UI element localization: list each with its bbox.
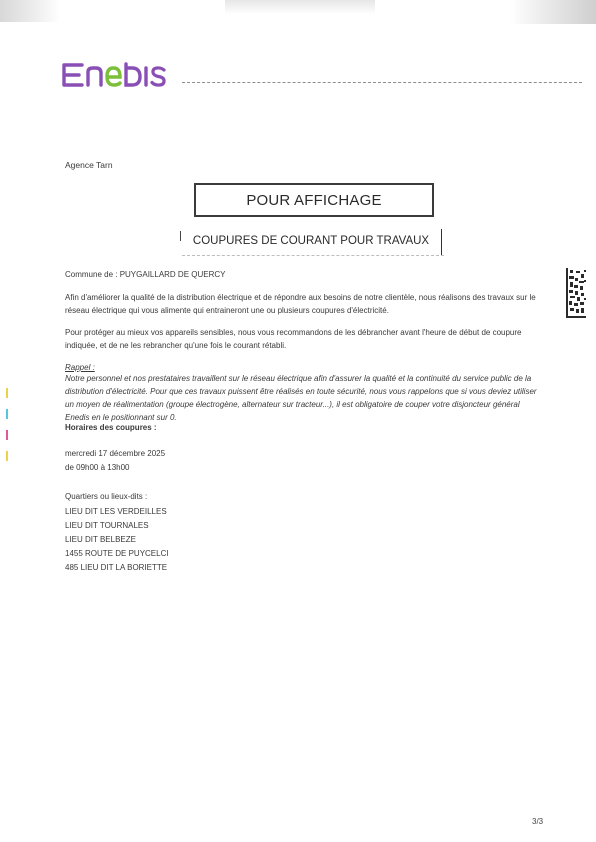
datamatrix-code [566, 268, 586, 318]
scan-shadow-right [510, 0, 596, 24]
cut-time: de 09h00 à 13h00 [65, 463, 130, 472]
page-number: 3/3 [532, 817, 544, 826]
header-rule [182, 82, 582, 83]
coupures-underline [182, 255, 444, 256]
coupures-title: COUPURES DE COURANT POUR TRAVAUX [192, 235, 430, 247]
intro-paragraph: Afin d'améliorer la qualité de la distribution électrique et de répondre aux besoins de notre clientèle, nous réalisons des travaux sur le réseau électrique qui vous alimente qui entraineront une ou plusieurs coupures d'électricité. [65, 293, 536, 315]
scan-shadow-top [225, 0, 375, 14]
affichage-title: POUR AFFICHAGE [246, 191, 382, 209]
rappel-paragraph: Notre personnel et nos prestataires travaillent sur le réseau électrique afin d'assurer la qualité et la continuité du service public de la distribution d'électricité. Pour que ces travaux puissent être réalisés en toute sécurité, nous vous rappelons que si vous deviez utiliser un moyen de réalimentation (groupe électrogène, alternateur sur tracteur...), il est obligatoire de couper votre disjoncteur général Enedis en le positionnant sur 0. [65, 374, 537, 422]
quartiers-title: Quartiers ou lieux-dits : [65, 492, 148, 501]
coupures-banner [180, 229, 442, 253]
location-item: LIEU DIT TOURNALES [65, 521, 149, 530]
commune-line: Commune de : PUYGAILLARD DE QUERCY [65, 270, 226, 279]
agency-name: Agence Tarn [65, 160, 113, 170]
horaires-title: Horaires des coupures : [65, 423, 157, 432]
enedis-logo [60, 60, 175, 90]
rappel-title: Rappel : [65, 363, 95, 372]
affichage-banner [194, 183, 434, 217]
cut-date: mercredi 17 décembre 2025 [65, 449, 166, 458]
location-item: LIEU DIT BELBEZE [65, 535, 136, 544]
protect-paragraph: Pour protéger au mieux vos appareils sensibles, nous vous recommandons de les débrancher avant l'heure de début de coupure indiquée, et de ne les rebrancher qu'une fois le courant rétabli. [65, 328, 522, 350]
location-item: 1455 ROUTE DE PUYCELCI [65, 549, 169, 558]
scan-shadow-left [0, 0, 60, 22]
location-item: LIEU DIT LES VERDEILLES [65, 507, 167, 516]
location-item: 485 LIEU DIT LA BORIETTE [65, 563, 168, 572]
